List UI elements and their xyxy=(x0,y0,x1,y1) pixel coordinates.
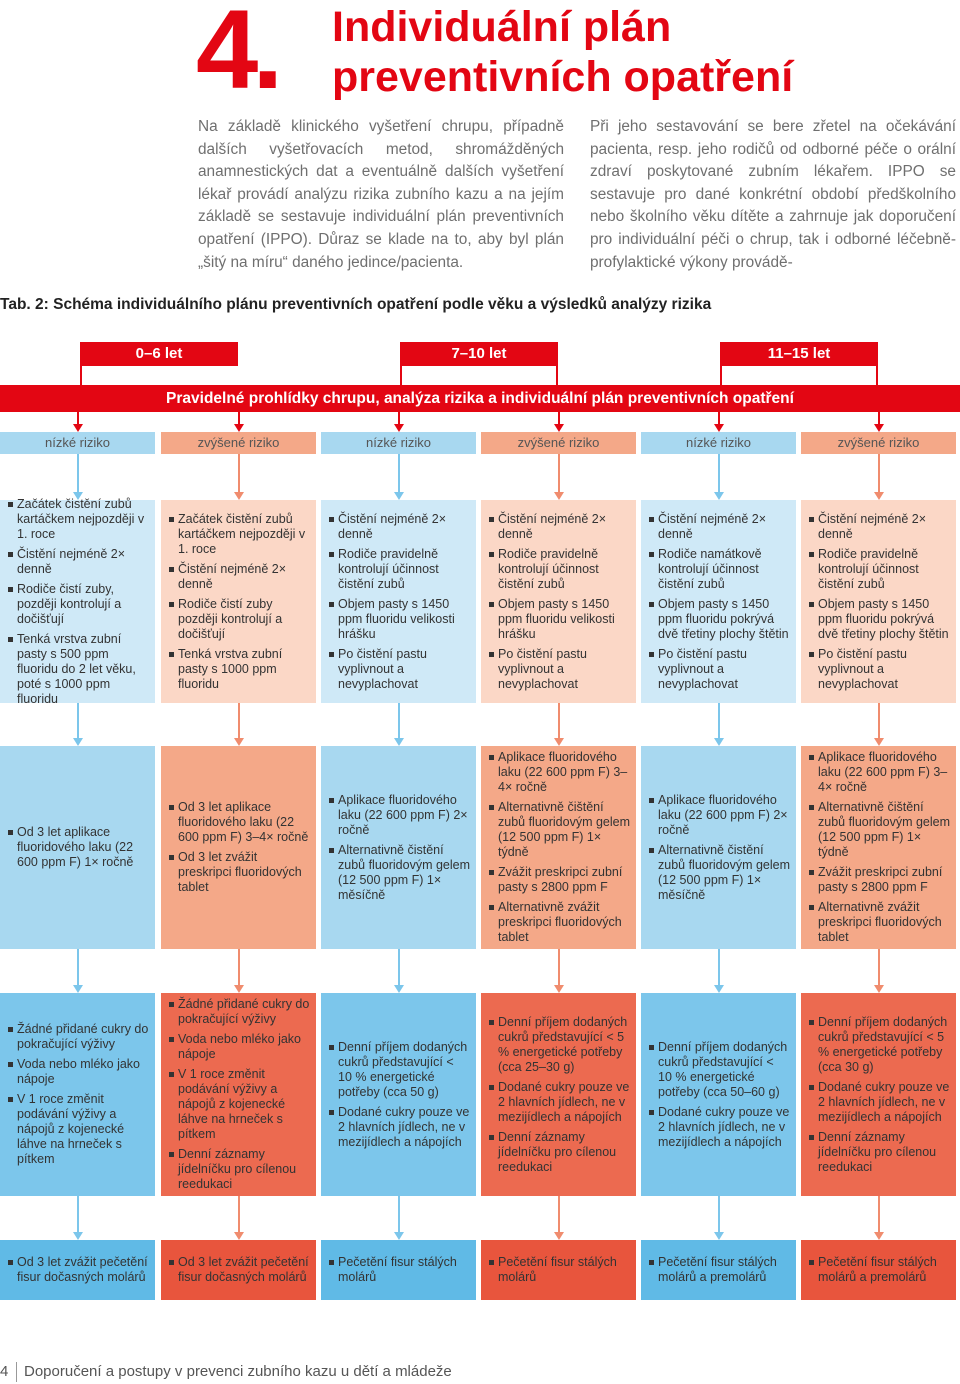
plan-list xyxy=(8,825,149,870)
flow-arrow-head xyxy=(73,1232,83,1240)
plan-item: Čistění nejméně 2× denně xyxy=(809,512,950,542)
plan-list xyxy=(329,1255,470,1285)
flow-arrow-line xyxy=(238,949,240,986)
plan-item: Denní příjem dodaných cukrů představující < 10 % energetické potřeby (cca 50–60 g) xyxy=(649,1040,790,1100)
plan-item: Aplikace fluoridového laku (22 600 ppm F) 3–4× ročně xyxy=(809,750,950,795)
plan-cell xyxy=(481,500,636,703)
flow-arrow-head xyxy=(394,985,404,993)
plan-item: Čistění nejméně 2× denně xyxy=(649,512,790,542)
flow-arrow-line xyxy=(878,454,880,493)
flow-arrow-line xyxy=(558,454,560,493)
plan-item: Pečetění fisur stálých molárů xyxy=(489,1255,630,1285)
plan-cell xyxy=(0,496,155,706)
plan-item: Rodiče pravidelně kontrolují účinnost čistění zubů xyxy=(809,547,950,592)
plan-list xyxy=(809,1255,950,1285)
plan-item: Zvážit preskripci zubní pasty s 2800 ppm F xyxy=(489,865,630,895)
plan-item: Po čistění pastu vyplivnout a nevyplachovat xyxy=(489,647,630,692)
flow-arrow-head xyxy=(874,492,884,500)
plan-item: Pečetění fisur stálých molárů xyxy=(329,1255,470,1285)
plan-item: Alternativně čištění zubů fluoridovým gelem (12 500 ppm F) 1× týdně xyxy=(809,800,950,860)
plan-item: Denní záznamy jídelníčku pro cílenou reedukaci xyxy=(489,1130,630,1175)
plan-cell xyxy=(801,500,956,703)
risk-label: nízké riziko xyxy=(641,432,796,454)
flow-arrow-head xyxy=(73,738,83,746)
plan-item: Alternativně čištění zubů fluoridovým gelem (12 500 ppm F) 1× týdně xyxy=(489,800,630,860)
plan-cell xyxy=(0,993,155,1196)
flow-arrow-head xyxy=(394,492,404,500)
plan-item: Rodiče namátkově kontrolují účinnost čistění zubů xyxy=(649,547,790,592)
plan-list xyxy=(329,1040,470,1150)
plan-item: Po čistění pastu vyplivnout a nevyplachovat xyxy=(329,647,470,692)
plan-item: Objem pasty s 1450 ppm fluoridu velikosti hrášku xyxy=(489,597,630,642)
plan-list xyxy=(8,1022,149,1167)
plan-cell xyxy=(321,500,476,703)
plan-item: Rodiče pravidelně kontrolují účinnost čistění zubů xyxy=(489,547,630,592)
plan-item: Pečetění fisur stálých molárů a premolárů xyxy=(809,1255,950,1285)
plan-list xyxy=(649,1040,790,1150)
plan-list xyxy=(489,750,630,945)
plan-cell xyxy=(0,1240,155,1300)
plan-item: Dodané cukry pouze ve 2 hlavních jídlech, ne v mezijídlech a nápojích xyxy=(809,1080,950,1125)
plan-cell xyxy=(481,1240,636,1300)
age-group-0-6: 0–6 let xyxy=(80,342,238,366)
risk-label: zvýšené riziko xyxy=(161,432,316,454)
plan-item: Voda nebo mléko jako nápoje xyxy=(169,1032,310,1062)
plan-item: Objem pasty s 1450 ppm fluoridu pokrývá dvě třetiny plochy štětin xyxy=(809,597,950,642)
plan-list xyxy=(649,793,790,903)
flow-arrow-head xyxy=(234,738,244,746)
plan-item: Objem pasty s 1450 ppm fluoridu velikosti hrášku xyxy=(329,597,470,642)
risk-label: nízké riziko xyxy=(321,432,476,454)
plan-list xyxy=(489,1015,630,1175)
chapter-title-line-1: Individuální plán xyxy=(332,3,672,51)
risk-label: zvýšené riziko xyxy=(481,432,636,454)
flow-arrow-head xyxy=(394,738,404,746)
flow-arrow-head xyxy=(394,424,404,432)
plan-cell xyxy=(0,746,155,949)
flow-arrow-head xyxy=(714,985,724,993)
table-caption: Tab. 2: Schéma individuálního plánu preventivních opatření podle věku a výsledků analýzy rizika xyxy=(0,296,712,313)
checkup-banner: Pravidelné prohlídky chrupu, analýza rizika a individuální plán preventivních opatření xyxy=(0,385,960,412)
flow-arrow-line xyxy=(238,703,240,739)
plan-item: Alternativně čistění zubů fluoridovým gelem (12 500 ppm F) 1× měsíčně xyxy=(649,843,790,903)
plan-item: Alternativně zvážit preskripci fluoridových tablet xyxy=(809,900,950,945)
plan-cell xyxy=(641,500,796,703)
flow-arrow-line xyxy=(398,454,400,493)
flow-arrow-line xyxy=(238,1196,240,1233)
plan-item: Dodané cukry pouze ve 2 hlavních jídlech, ne v mezijídlech a nápojích xyxy=(489,1080,630,1125)
flow-arrow-line xyxy=(878,949,880,986)
plan-item: Denní záznamy jídelníčku pro cílenou reedukaci xyxy=(809,1130,950,1175)
plan-item: Čistění nejméně 2× denně xyxy=(489,512,630,542)
plan-cell xyxy=(161,500,316,703)
plan-item: Žádné přidané cukry do pokračující výživy xyxy=(8,1022,149,1052)
flow-arrow-line xyxy=(77,454,79,493)
plan-item: Po čistění pastu vyplivnout a nevyplachovat xyxy=(649,647,790,692)
plan-list xyxy=(329,793,470,903)
plan-cell xyxy=(801,1240,956,1300)
plan-item: V 1 roce změnit podávání výživy a nápojů z kojenecké láhve na hrneček s pítkem xyxy=(8,1092,149,1167)
plan-cell xyxy=(161,1240,316,1300)
plan-cell xyxy=(481,993,636,1196)
plan-cell xyxy=(321,993,476,1196)
plan-item: Voda nebo mléko jako nápoje xyxy=(8,1057,149,1087)
chapter-number: 4. xyxy=(196,0,278,112)
flow-arrow-line xyxy=(718,1196,720,1233)
flow-arrow-head xyxy=(874,1232,884,1240)
flow-arrow-line xyxy=(878,1196,880,1233)
footer-divider xyxy=(16,1362,17,1382)
flow-arrow-head xyxy=(73,424,83,432)
plan-list xyxy=(649,1255,790,1285)
plan-list xyxy=(8,497,149,707)
plan-cell xyxy=(801,746,956,949)
flow-arrow-line xyxy=(238,454,240,493)
flow-arrow-line xyxy=(878,703,880,739)
footer-page-number: 4 xyxy=(0,1363,9,1380)
plan-item: Aplikace fluoridového laku (22 600 ppm F) 3–4× ročně xyxy=(489,750,630,795)
flow-arrow-head xyxy=(394,1232,404,1240)
flow-arrow-head xyxy=(874,985,884,993)
flow-arrow-line xyxy=(77,949,79,986)
plan-item: Od 3 let zvážit pečetění fisur dočasných molárů xyxy=(8,1255,149,1285)
plan-item: Po čistění pastu vyplivnout a nevyplachovat xyxy=(809,647,950,692)
flow-arrow-line xyxy=(558,703,560,739)
plan-item: Rodiče čistí zuby později kontrolují a dočišťují xyxy=(169,597,310,642)
plan-item: Rodiče čistí zuby, později kontrolují a dočišťují xyxy=(8,582,149,627)
flow-arrow-line xyxy=(558,949,560,986)
flow-arrow-head xyxy=(874,424,884,432)
plan-item: Denní příjem dodaných cukrů představující < 5 % energetické potřeby (cca 25–30 g) xyxy=(489,1015,630,1075)
plan-item: Alternativně zvážit preskripci fluoridových tablet xyxy=(489,900,630,945)
plan-item: Denní příjem dodaných cukrů představující < 5 % energetické potřeby (cca 30 g) xyxy=(809,1015,950,1075)
footer-title: Doporučení a postupy v prevenci zubního kazu u dětí a mládeže xyxy=(24,1363,452,1380)
flow-arrow-line xyxy=(77,1196,79,1233)
plan-item: Čistění nejméně 2× denně xyxy=(8,547,149,577)
flow-arrow-head xyxy=(554,738,564,746)
plan-list xyxy=(169,1255,310,1285)
plan-list xyxy=(489,512,630,692)
plan-item: Od 3 let aplikace fluoridového laku (22 600 ppm F) 3–4× ročně xyxy=(169,800,310,845)
chapter-title xyxy=(332,2,793,102)
plan-item: Začátek čistění zubů kartáčkem nejpozději v 1. roce xyxy=(169,512,310,557)
plan-cell xyxy=(481,746,636,949)
plan-item: Aplikace fluoridového laku (22 600 ppm F) 2× ročně xyxy=(649,793,790,838)
chapter-title-line-2: preventivních opatření xyxy=(332,53,794,101)
flow-arrow-head xyxy=(234,985,244,993)
plan-list xyxy=(169,997,310,1192)
plan-item: Čistění nejméně 2× denně xyxy=(329,512,470,542)
plan-list xyxy=(809,750,950,945)
plan-item: Dodané cukry pouze ve 2 hlavních jídlech, ne v mezijídlech a nápojích xyxy=(649,1105,790,1150)
plan-item: Čistění nejméně 2× denně xyxy=(169,562,310,592)
age-group-7-10: 7–10 let xyxy=(400,342,558,366)
flow-arrow-line xyxy=(718,703,720,739)
flow-arrow-head xyxy=(554,1232,564,1240)
plan-item: Tenká vrstva zubní pasty s 500 ppm fluoridu do 2 let věku, poté s 1000 ppm fluoridu xyxy=(8,632,149,707)
risk-label: nízké riziko xyxy=(0,432,155,454)
plan-list xyxy=(169,512,310,692)
plan-list xyxy=(809,512,950,692)
flow-arrow-line xyxy=(398,1196,400,1233)
plan-item: Aplikace fluoridového laku (22 600 ppm F) 2× ročně xyxy=(329,793,470,838)
plan-cell xyxy=(321,1240,476,1300)
age-group-11-15: 11–15 let xyxy=(720,342,878,366)
plan-item: Od 3 let aplikace fluoridového laku (22 600 ppm F) 1× ročně xyxy=(8,825,149,870)
flow-arrow-head xyxy=(714,1232,724,1240)
plan-list xyxy=(169,800,310,895)
plan-item: Od 3 let zvážit preskripci fluoridových tablet xyxy=(169,850,310,895)
plan-list xyxy=(8,1255,149,1285)
plan-cell xyxy=(321,746,476,949)
plan-cell xyxy=(801,993,956,1196)
plan-item: V 1 roce změnit podávání výživy a nápojů z kojenecké láhve na hrneček s pítkem xyxy=(169,1067,310,1142)
flow-arrow-head xyxy=(714,738,724,746)
flow-arrow-head xyxy=(554,424,564,432)
plan-cell xyxy=(641,993,796,1196)
plan-list xyxy=(489,1255,630,1285)
plan-cell xyxy=(641,746,796,949)
flow-arrow-head xyxy=(234,1232,244,1240)
plan-item: Začátek čistění zubů kartáčkem nejpozději v 1. roce xyxy=(8,497,149,542)
flow-arrow-line xyxy=(718,454,720,493)
plan-cell xyxy=(641,1240,796,1300)
flow-arrow-line xyxy=(77,703,79,739)
plan-list xyxy=(329,512,470,692)
plan-item: Zvážit preskripci zubní pasty s 2800 ppm F xyxy=(809,865,950,895)
flow-arrow-line xyxy=(398,703,400,739)
intro-paragraph-left: Na základě klinického vyšetření chrupu, případně dalších vyšetřovacích metod, shromážděných anamnestických dat a eventuálně dalších vyšetření lékař provádí analýzu rizika zubního kazu a na jejím základě se sestavuje individuální plán preventivních opatření (IPPO). Důraz se klade na to, aby byl plán „šitý na míru“ daného jedince/pacienta. xyxy=(198,118,564,271)
flow-arrow-line xyxy=(558,1196,560,1233)
flow-arrow-head xyxy=(73,985,83,993)
flow-arrow-head xyxy=(234,424,244,432)
plan-item: Objem pasty s 1450 ppm fluoridu pokrývá dvě třetiny plochy štětin xyxy=(649,597,790,642)
plan-item: Alternativně čistění zubů fluoridovým gelem (12 500 ppm F) 1× měsíčně xyxy=(329,843,470,903)
plan-list xyxy=(809,1015,950,1175)
flow-arrow-head xyxy=(714,492,724,500)
plan-item: Dodané cukry pouze ve 2 hlavních jídlech, ne v mezijídlech a nápojích xyxy=(329,1105,470,1150)
flow-arrow-line xyxy=(718,949,720,986)
flow-arrow-head xyxy=(714,424,724,432)
flow-arrow-head xyxy=(234,492,244,500)
plan-item: Denní záznamy jídelníčku pro cílenou reedukaci xyxy=(169,1147,310,1192)
plan-item: Žádné přidané cukry do pokračující výživy xyxy=(169,997,310,1027)
flow-arrow-head xyxy=(554,985,564,993)
intro-paragraph-right: Při jeho sestavování se bere zřetel na očekávání pacienta, resp. jeho rodičů od odborné péče o orální zdraví poskytované zubním lékařem. IPPO se sestavuje pro dané konkrétní období předškolního nebo školního věku dítěte a zahrnuje jak doporučení pro individuální péči o chrup, tak i odborné léčebně-profylaktické výkony provádě- xyxy=(590,118,956,271)
plan-cell xyxy=(161,993,316,1196)
plan-list xyxy=(649,512,790,692)
plan-item: Rodiče pravidelně kontrolují účinnost čistění zubů xyxy=(329,547,470,592)
flow-arrow-head xyxy=(554,492,564,500)
risk-label: zvýšené riziko xyxy=(801,432,956,454)
plan-cell xyxy=(161,746,316,949)
plan-item: Denní příjem dodaných cukrů představující < 10 % energetické potřeby (cca 50 g) xyxy=(329,1040,470,1100)
plan-item: Tenká vrstva zubní pasty s 1000 ppm fluoridu xyxy=(169,647,310,692)
plan-item: Pečetění fisur stálých molárů a premolárů xyxy=(649,1255,790,1285)
flow-arrow-line xyxy=(398,949,400,986)
flow-arrow-head xyxy=(874,738,884,746)
plan-item: Od 3 let zvážit pečetění fisur dočasných molárů xyxy=(169,1255,310,1285)
